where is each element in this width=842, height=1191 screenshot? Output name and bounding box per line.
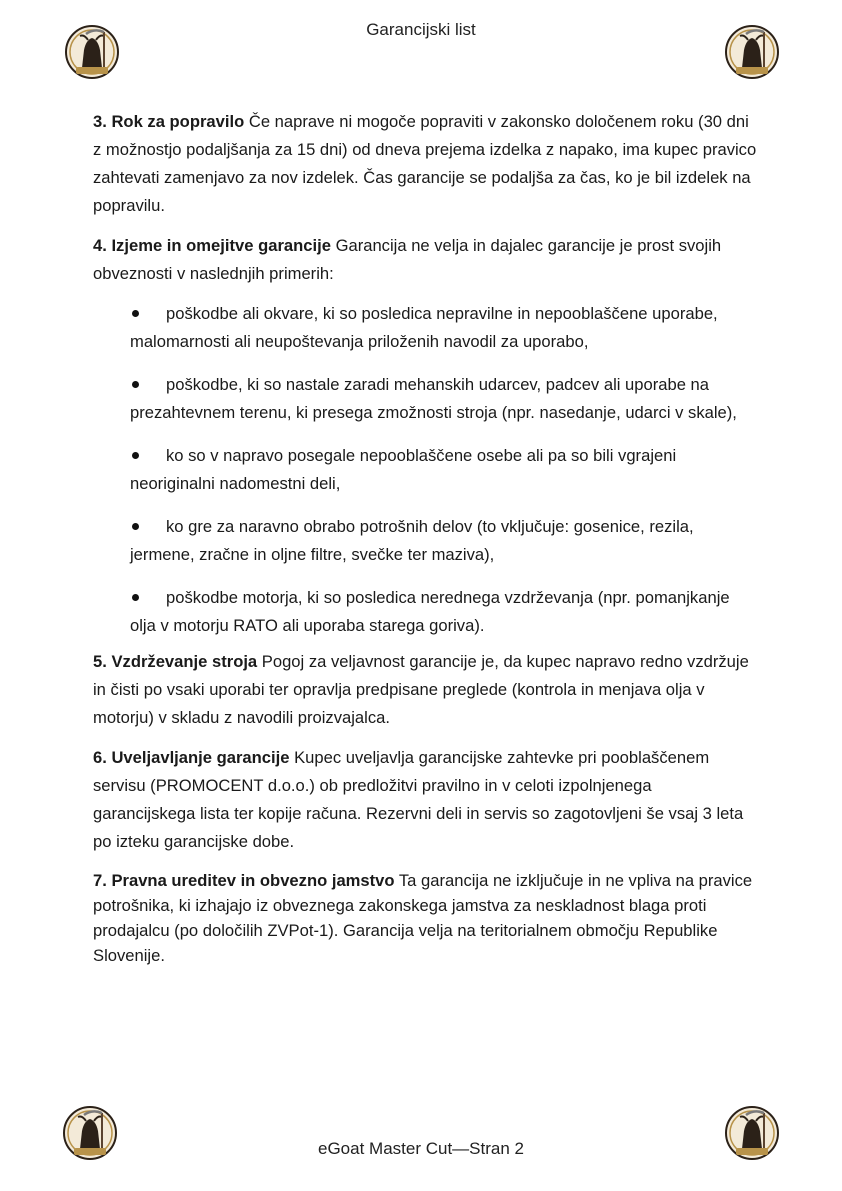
section-text: Ta garancija ne izključuje in ne vpliva na pravice potrošnika, ki izhajajo iz obveznega zakonskega jamstva za neskladnost blaga proti prodajalcu (po določilih ZVPot-1). Garancija velja na teritorialnem območju Republike Slovenije.	[93, 871, 753, 965]
list-item-text: poškodbe, ki so nastale zaradi mehanskih udarcev, padcev ali uporabe na prezahtevnem terenu, ki presega zmožnosti stroja (npr. nasedanje, udarci v skale),	[130, 375, 737, 422]
section-4	[93, 232, 758, 288]
list-item-text: ko so v napravo posegale nepooblaščene osebe ali pa so bili vgrajeni neoriginalni nadomestni deli,	[130, 446, 677, 493]
list-item-text: ko gre za naravno obrabo potrošnih delov (to vključuje: gosenice, rezila, jermene, zračne in oljne filtre, svečke ter maziva),	[130, 517, 694, 564]
section-heading: 4. Izjeme in omejitve garancije	[93, 236, 331, 255]
page-footer: eGoat Master Cut—Stran 2	[318, 1139, 524, 1158]
section-5	[93, 648, 758, 732]
bullet-icon	[130, 300, 166, 328]
list-item	[130, 371, 758, 427]
list-item	[130, 584, 758, 640]
list-item-text: poškodbe motorja, ki so posledica nerednega vzdrževanja (npr. pomanjkanje olja v motorju RATO ali uporaba starega goriva).	[130, 588, 730, 635]
bullet-icon	[130, 442, 166, 470]
section-heading: 3. Rok za popravilo	[93, 112, 245, 131]
section-3	[93, 108, 758, 220]
bullet-icon	[130, 584, 166, 612]
bullet-icon	[130, 513, 166, 541]
document-body	[93, 108, 758, 980]
exclusions-list	[93, 300, 758, 640]
section-text: Če naprave ni mogoče popraviti v zakonsko določenem roku (30 dni z možnostjo podaljšanja za 15 dni) od dneva prejema izdelka z napako, ima kupec pravico zahtevati zamenjavo za nov izdelek. Čas garancije se podaljša za čas, ko je bil izdelek na popravilu.	[93, 112, 757, 215]
bullet-icon	[130, 371, 166, 399]
section-text: Garancija ne velja in dajalec garancije je prost svojih obveznosti v naslednjih primerih:	[93, 236, 722, 283]
list-item-text: poškodbe ali okvare, ki so posledica nepravilne in nepooblaščene uporabe, malomarnosti ali neupoštevanja priloženih navodil za uporabo,	[130, 304, 718, 351]
section-text: Kupec uveljavlja garancijske zahtevke pri pooblaščenem servisu (PROMOCENT d.o.o.) ob predložitvi pravilno in v celoti izpolnjenega garancijskega lista ter kopije računa. Rezervni deli in servis so zagotovljeni še vsaj 3 leta po izteku garancijske dobe.	[93, 748, 744, 851]
list-item	[130, 300, 758, 356]
list-item	[130, 513, 758, 569]
section-heading: 7. Pravna ureditev in obvezno jamstvo	[93, 871, 395, 890]
section-heading: 5. Vzdrževanje stroja	[93, 652, 258, 671]
list-item	[130, 442, 758, 498]
section-text: Pogoj za veljavnost garancije je, da kupec napravo redno vzdržuje in čisti po vsaki uporabi ter opravlja predpisane preglede (kontrola in menjava olja v motorju) v skladu z navodili proizvajalca.	[93, 652, 749, 727]
section-6	[93, 744, 758, 856]
section-7	[93, 868, 758, 968]
section-heading: 6. Uveljavljanje garancije	[93, 748, 290, 767]
page-header-title: Garancijski list	[366, 20, 476, 39]
